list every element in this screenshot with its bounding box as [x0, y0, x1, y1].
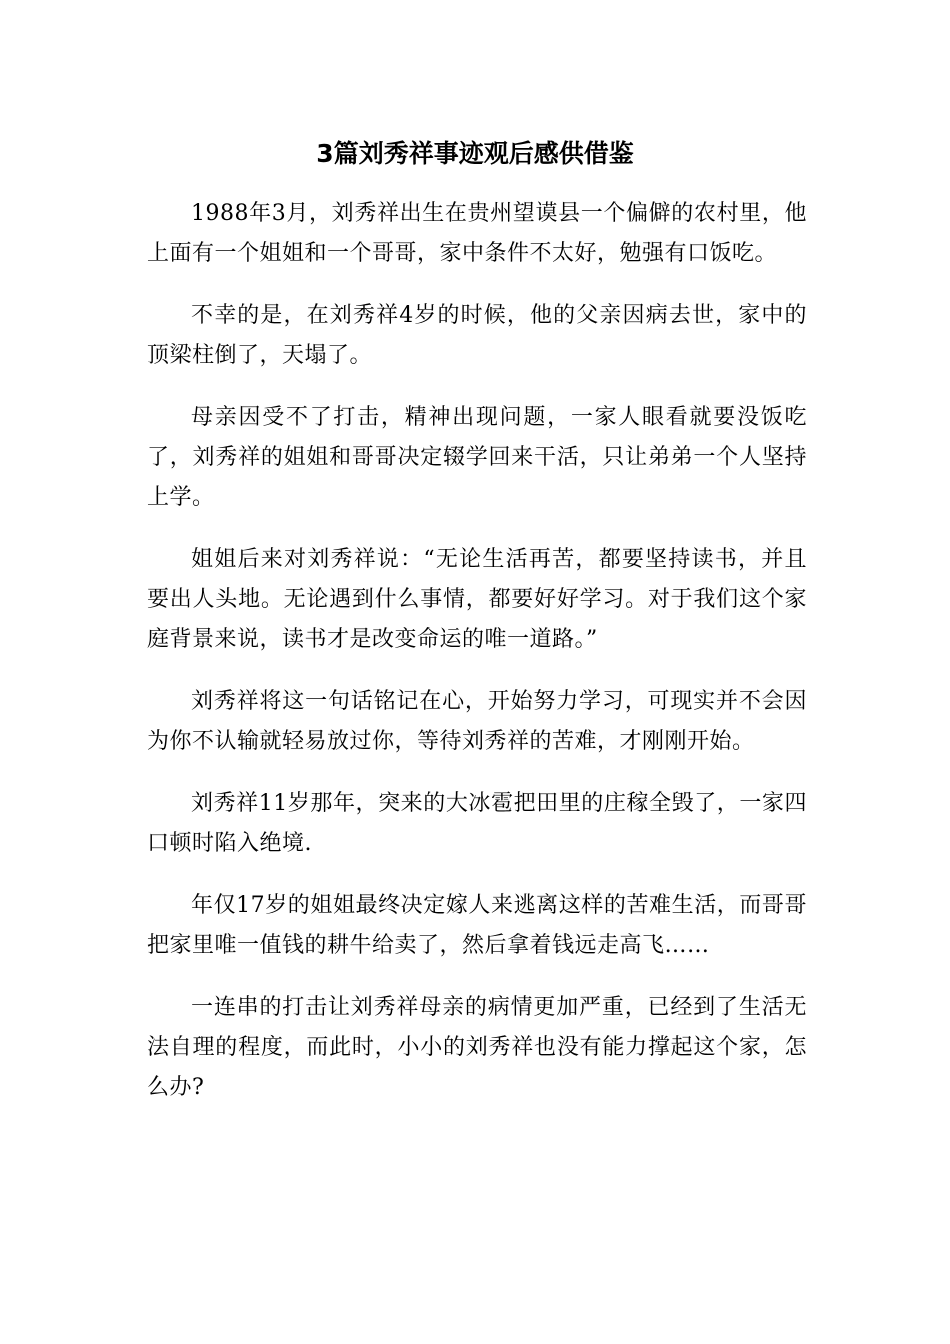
document-body — [147, 194, 807, 1130]
paragraph: 年仅17岁的姐姐最终决定嫁人来逃离这样的苦难生活，而哥哥把家里唯一值钱的耕牛给卖了，然后拿着钱远走高飞…… — [147, 893, 807, 958]
paragraph: 刘秀祥11岁那年，突来的大冰雹把田里的庄稼全毁了，一家四口顿时陷入绝境. — [147, 791, 807, 856]
document-title: 3篇刘秀祥事迹观后感供借鉴 — [316, 139, 634, 168]
paragraph: 姐姐后来对刘秀祥说：“无论生活再苦，都要坚持读书，并且要出人头地。无论遇到什么事情，都要好好学习。对于我们这个家庭背景来说，读书才是改变命运的唯一道路。” — [147, 547, 807, 652]
paragraph: 母亲因受不了打击，精神出现问题，一家人眼看就要没饭吃了，刘秀祥的姐姐和哥哥决定辍学回来干活，只让弟弟一个人坚持上学。 — [147, 405, 807, 510]
paragraph: 1988年3月，刘秀祥出生在贵州望谟县一个偏僻的农村里，他上面有一个姐姐和一个哥哥，家中条件不太好，勉强有口饭吃。 — [147, 201, 807, 266]
paragraph: 不幸的是，在刘秀祥4岁的时候，他的父亲因病去世，家中的顶梁柱倒了，天塌了。 — [147, 303, 807, 368]
paragraph: 一连串的打击让刘秀祥母亲的病情更加严重，已经到了生活无法自理的程度，而此时，小小的刘秀祥也没有能力撑起这个家，怎么办? — [147, 995, 807, 1100]
paragraph: 刘秀祥将这一句话铭记在心，开始努力学习，可现实并不会因为你不认输就轻易放过你，等待刘秀祥的苦难，才刚刚开始。 — [147, 689, 807, 754]
